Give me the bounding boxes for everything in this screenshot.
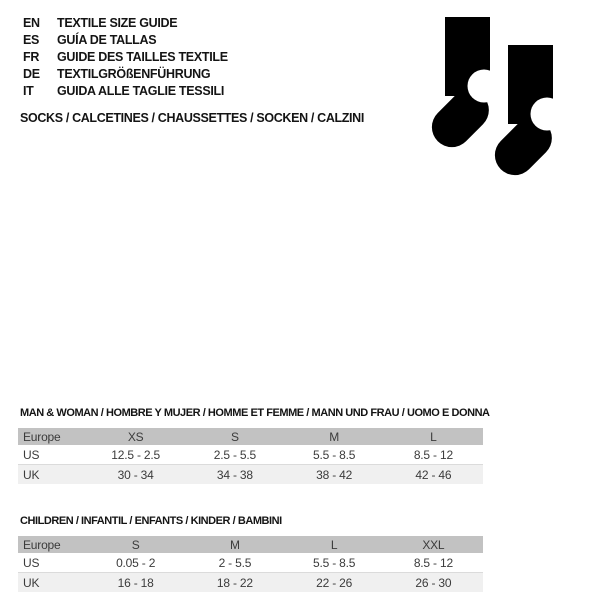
language-label: GUIDE DES TAILLES TEXTILE — [57, 50, 228, 64]
size-value: 22 - 26 — [285, 573, 384, 593]
column-header-size: M — [185, 536, 284, 553]
adult-size-table-section — [18, 406, 490, 484]
row-label: US — [18, 553, 86, 573]
language-label: GUIDA ALLE TAGLIE TESSILI — [57, 84, 225, 98]
column-header-size: S — [86, 536, 185, 553]
language-code: DE — [23, 67, 40, 81]
language-list — [23, 15, 228, 100]
language-label: TEXTILGRÖßENFÜHRUNG — [57, 67, 211, 81]
table-row — [18, 465, 483, 485]
socks-icon — [419, 14, 569, 184]
language-code: FR — [23, 50, 40, 64]
size-value: 34 - 38 — [185, 465, 284, 485]
size-value: 18 - 22 — [185, 573, 284, 593]
children-table-title: CHILDREN / INFANTIL / ENFANTS / KINDER / BAMBINI — [20, 515, 282, 527]
language-code: ES — [23, 33, 40, 47]
category-title: SOCKS / CALCETINES / CHAUSSETTES / SOCKEN / CALZINI — [20, 111, 364, 125]
column-header-region: Europe — [18, 428, 86, 445]
column-header-size: M — [285, 428, 384, 445]
size-value: 5.5 - 8.5 — [285, 553, 384, 573]
column-header-size: S — [185, 428, 284, 445]
language-code: IT — [23, 84, 34, 98]
size-value: 0.05 - 2 — [86, 553, 185, 573]
size-value: 2 - 5.5 — [185, 553, 284, 573]
table-row — [18, 445, 483, 465]
size-value: 26 - 30 — [384, 573, 483, 593]
children-size-table — [18, 536, 483, 592]
language-label: TEXTILE SIZE GUIDE — [57, 16, 178, 30]
table-row — [18, 553, 483, 573]
size-value: 2.5 - 5.5 — [185, 445, 284, 465]
column-header-size: XXL — [384, 536, 483, 553]
table-row — [18, 573, 483, 593]
size-value: 38 - 42 — [285, 465, 384, 485]
sock-1 — [424, 17, 501, 155]
column-header-size: L — [285, 536, 384, 553]
row-label: UK — [18, 573, 86, 593]
column-header-region: Europe — [18, 536, 86, 553]
table-header-row — [18, 536, 483, 553]
language-label: GUÍA DE TALLAS — [57, 33, 157, 47]
table-header-row — [18, 428, 483, 445]
sock-2 — [487, 45, 564, 183]
size-value: 8.5 - 12 — [384, 553, 483, 573]
size-value: 5.5 - 8.5 — [285, 445, 384, 465]
row-label: UK — [18, 465, 86, 485]
column-header-size: XS — [86, 428, 185, 445]
language-code: EN — [23, 16, 40, 30]
size-value: 12.5 - 2.5 — [86, 445, 185, 465]
size-value: 8.5 - 12 — [384, 445, 483, 465]
children-size-table-section — [18, 514, 483, 592]
adult-table-title: MAN & WOMAN / HOMBRE Y MUJER / HOMME ET FEMME / MANN UND FRAU / UOMO E DONNA — [20, 407, 490, 419]
size-value: 42 - 46 — [384, 465, 483, 485]
adult-size-table — [18, 428, 483, 484]
column-header-size: L — [384, 428, 483, 445]
size-value: 16 - 18 — [86, 573, 185, 593]
size-value: 30 - 34 — [86, 465, 185, 485]
row-label: US — [18, 445, 86, 465]
